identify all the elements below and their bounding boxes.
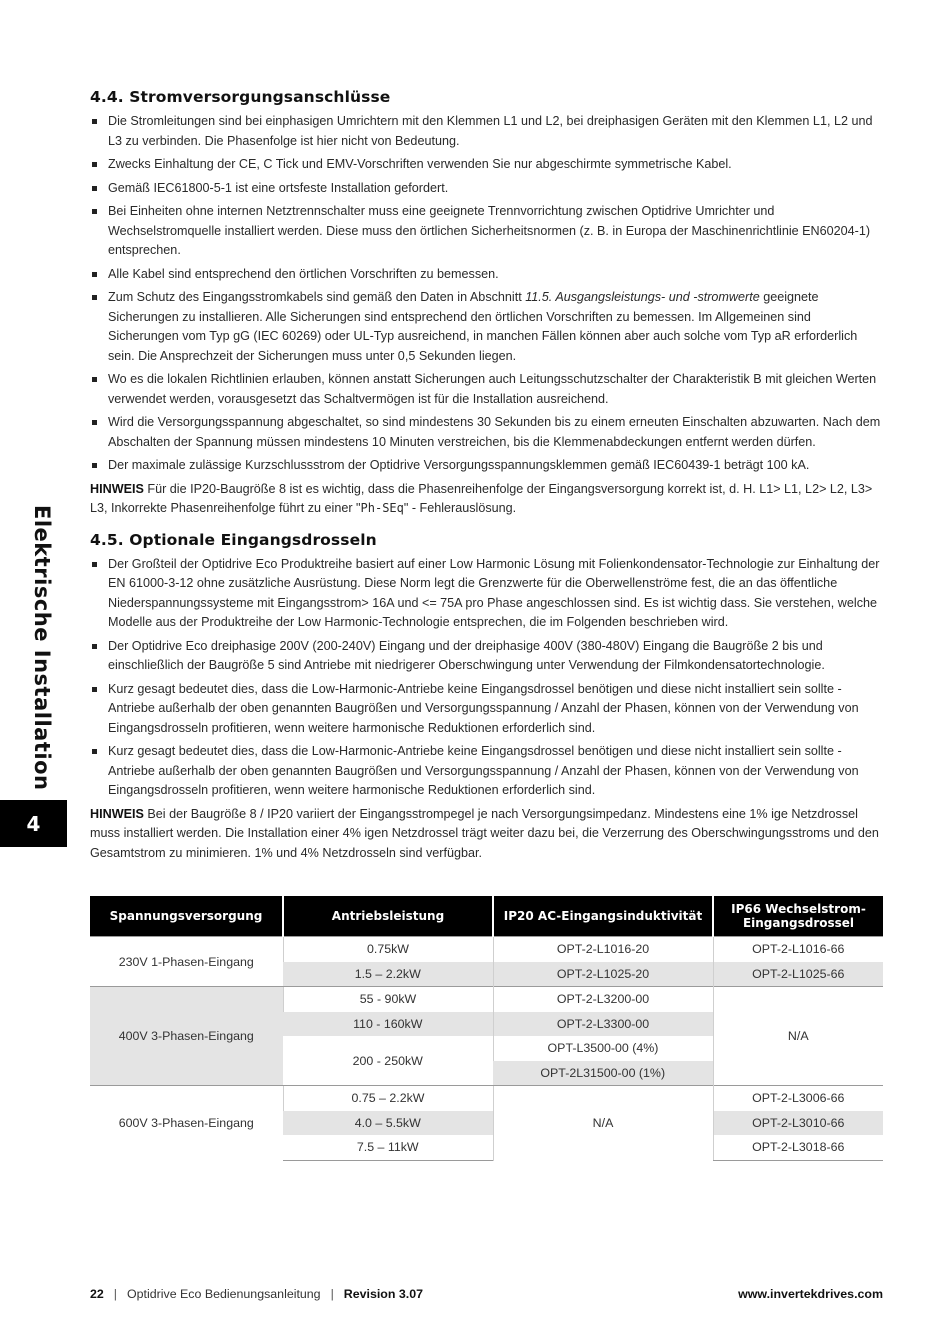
list-item: Der Großteil der Optidrive Eco Produktreihe basiert auf einer Low Harmonic Lösung mit Folienkondensator-Technologie zur Einhaltung der EN 61000-3-12 ohne zusätzliche Ausrüstung. Diese Norm legt die Grenzwerte für die Oberwellenströme fest, die an das öffentliche Niederspannungssysteme mit Eingangsstrom> 16A und <= 75A pro Phase angeschlossen sind. Es ist wichtig dass. Sie verstehen, welche Modelle aus der Produktreihe der Low Harmonic-Technologie entsprechen, die im Folgenden beschrieben wird. [90, 555, 885, 633]
power-cell: 7.5 – 11kW [283, 1135, 493, 1160]
square-bullet-icon [92, 687, 97, 692]
website-link[interactable]: www.invertekdrives.com [738, 1287, 883, 1301]
ip66-cell: OPT-2-L3010-66 [713, 1111, 883, 1136]
ip66-cell: OPT-2-L3006-66 [713, 1086, 883, 1111]
page-footer [90, 1287, 883, 1301]
square-bullet-icon [92, 463, 97, 468]
ip20-cell: OPT-2-L1016-20 [493, 937, 713, 962]
error-code: Ph-SEq [360, 501, 404, 515]
column-header: Spannungsversorgung [90, 896, 283, 937]
list-item: Zwecks Einhaltung der CE, C Tick und EMV-Vorschriften verwenden Sie nur abgeschirmte symmetrische Kabel. [90, 155, 885, 175]
chapter-side-title: Elektrische Installation [30, 505, 54, 791]
list-item: Der Optidrive Eco dreiphasige 200V (200-240V) Eingang und der dreiphasige 400V (380-480V) Eingang die Baugröße 2 bis und einschließlich der Baugröße 5 sind Antriebe mit niedrigerer Oberschwingung unter Verwendung der Filmkondensatortechnologie. [90, 637, 885, 676]
table-row [90, 937, 883, 962]
supply-cell: 400V 3-Phasen-Eingang [90, 987, 283, 1086]
list-item: Kurz gesagt bedeutet dies, dass die Low-Harmonic-Antriebe keine Eingangsdrossel benötigen und diese nicht installiert sein sollte - Antriebe außerhalb der oben genannten Baugrößen und Versorgungsspannung / Anzahl der Phasen, können von der Verwendung von Eingangsdrosseln profitieren, wenn weitere harmonische Reduktionen erforderlich sind. [90, 680, 885, 739]
square-bullet-icon [92, 186, 97, 191]
list-item: Kurz gesagt bedeutet dies, dass die Low-Harmonic-Antriebe keine Eingangsdrossel benötigen und diese nicht installiert sein sollte - Antriebe außerhalb der oben genannten Baugrößen und Versorgungsspannung / Anzahl der Phasen, können von der Verwendung von Eingangsdrosseln profitieren, wenn weitere harmonische Reduktionen erforderlich sind. [90, 742, 885, 801]
square-bullet-icon [92, 295, 97, 300]
ip20-cell: N/A [493, 1086, 713, 1161]
list-item: Alle Kabel sind entsprechend den örtlichen Vorschriften zu bemessen. [90, 265, 885, 285]
ip66-cell: OPT-2-L3018-66 [713, 1135, 883, 1160]
square-bullet-icon [92, 272, 97, 277]
ip66-cell: N/A [713, 987, 883, 1086]
power-cell: 4.0 – 5.5kW [283, 1111, 493, 1136]
list-item: Wird die Versorgungsspannung abgeschaltet, so sind mindestens 30 Sekunden bis zu einem erneuten Einschalten abzuwarten. Nach dem Abschalten der Spannung müssen mindestens 10 Minuten verstreichen, bis die Klemmenabdeckungen entfernt werden dürfen. [90, 413, 885, 452]
power-cell: 1.5 – 2.2kW [283, 962, 493, 987]
power-cell: 110 - 160kW [283, 1012, 493, 1037]
square-bullet-icon [92, 119, 97, 124]
power-cell: 0.75 – 2.2kW [283, 1086, 493, 1111]
ip66-cell: OPT-2-L1016-66 [713, 937, 883, 962]
chapter-number-badge: 4 [0, 800, 67, 847]
list-item: Zum Schutz des Eingangsstromkabels sind gemäß den Daten in Abschnitt 11.5. Ausgangsleistungs- und -stromwerte geeignete Sicherungen zu installieren. Alle Sicherungen sind entsprechend den örtlichen Vorschriften zu bemessen. Im Allgemeinen sind Sicherungen vom Typ gG (IEC 60269) oder UL-Typ ausreichend, in manchen Fällen können aber auch solche vom Typ aR erforderlich sein. Die Ansprechzeit der Sicherungen muss unter 0,5 Sekunden liegen. [90, 288, 885, 366]
revision-label: Revision 3.07 [343, 1287, 423, 1301]
power-cell: 200 - 250kW [352, 1053, 423, 1068]
list-item: Gemäß IEC61800-5-1 ist eine ortsfeste Installation gefordert. [90, 179, 885, 199]
ip20-cell: OPT-2-L3200-00 [493, 987, 713, 1012]
ip66-cell: OPT-2-L1025-66 [713, 962, 883, 987]
list-item: Die Stromleitungen sind bei einphasigen Umrichtern mit den Klemmen L1 und L2, bei dreiphasigen Geräten mit den Klemmen L1, L2 und L3 zu verbinden. Die Phasenfolge ist hier nicht von Bedeutung. [90, 112, 885, 151]
square-bullet-icon [92, 162, 97, 167]
square-bullet-icon [92, 749, 97, 754]
column-header: IP20 AC-Eingangsinduktivität [493, 896, 713, 937]
ip20-cell: OPT-2-L3300-00 [493, 1012, 713, 1037]
square-bullet-icon [92, 420, 97, 425]
document-title: Optidrive Eco Bedienungsanleitung [127, 1287, 321, 1301]
ip20-cell: OPT-2L31500-00 (1%) [493, 1061, 713, 1086]
list-item: Der maximale zulässige Kurzschlussstrom der Optidrive Versorgungsspannungsklemmen gemäß IEC60439-1 beträgt 100 kA. [90, 456, 885, 476]
section-reference: 11.5. Ausgangsleistungs- und -stromwerte [525, 290, 760, 304]
ip20-cell: OPT-L3500-00 (4%) [493, 1036, 713, 1061]
column-header: Antriebsleistung [283, 896, 493, 937]
table-row [90, 1086, 883, 1111]
power-cell: 0.75kW [283, 937, 493, 962]
section-4-5-list [90, 555, 885, 801]
section-4-4-heading: 4.4. Stromversorgungsanschlüsse [90, 88, 391, 106]
page-number: 22 [90, 1287, 104, 1301]
note-paragraph: HINWEIS Bei der Baugröße 8 / IP20 variiert der Eingangsstrompegel je nach Versorgungsimpedanz. Mindestens eine 1% ige Netzdrossel muss installiert werden. Die Installation einer 4% igen Netzdrossel trägt weiter dazu bei, die Verzerrung des Oberschwingungsstroms und den Gesamtstrom zu minimieren. 1% und 4% Netzdrosseln sind verfügbar. [90, 806, 879, 860]
square-bullet-icon [92, 377, 97, 382]
note-paragraph: HINWEIS Für die IP20-Baugröße 8 ist es wichtig, dass die Phasenreihenfolge der Eingangsversorgung korrekt ist, d. H. L1> L1, L2> L2, L3> L3, Inkorrekte Phasenreihenfolge führt zu einer "Ph-SEq" - Fehlerauslösung. [90, 481, 873, 515]
square-bullet-icon [92, 209, 97, 214]
power-cell: 55 - 90kW [283, 987, 493, 1012]
supply-cell: 230V 1-Phasen-Eingang [90, 937, 283, 987]
footer-left: 22 | Optidrive Eco Bedienungsanleitung | Revision 3.07 [90, 1287, 423, 1301]
section-4-5-heading: 4.5. Optionale Eingangsdrosseln [90, 530, 377, 549]
input-choke-table [90, 896, 883, 1161]
square-bullet-icon [92, 644, 97, 649]
ip20-cell: OPT-2-L1025-20 [493, 962, 713, 987]
square-bullet-icon [92, 562, 97, 567]
supply-cell: 600V 3-Phasen-Eingang [90, 1086, 283, 1161]
list-item: Wo es die lokalen Richtlinien erlauben, können anstatt Sicherungen auch Leitungsschutzschalter der Charakteristik B mit gleichen Werten verwendet werden, vorausgesetzt das Schaltvermögen ist für die Installation ausreichend. [90, 370, 885, 409]
column-header: IP66 Wechselstrom- Eingangsdrossel [713, 896, 883, 937]
page-content [90, 88, 885, 871]
list-item: Bei Einheiten ohne internen Netztrennschalter muss eine geeignete Trennvorrichtung zwischen Optidrive Umrichter und Wechselstromquelle installiert werden. Diese muss den örtlichen Sicherheitsnormen (z. B. in Europa der Maschinenrichtlinie EN60204-1) entsprechen. [90, 202, 885, 261]
table-row [90, 987, 883, 1012]
section-4-4-list [90, 112, 885, 476]
